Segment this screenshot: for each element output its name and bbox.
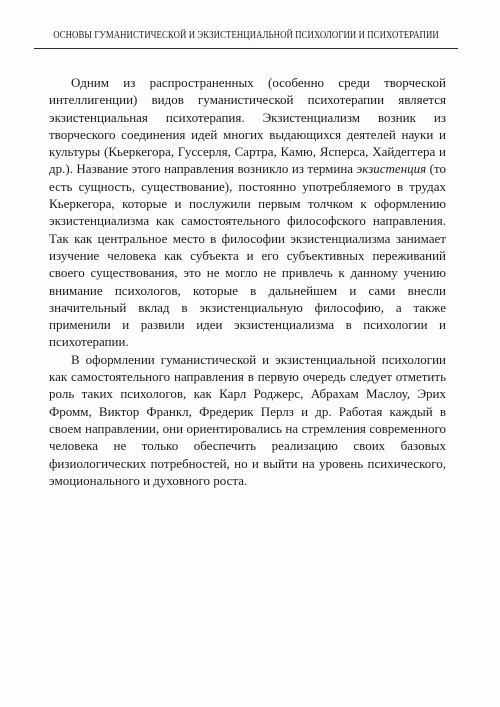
paragraph-1 (49, 74, 446, 351)
header-rule (34, 48, 458, 49)
paragraph-1-text-start: Одним из распространенных (особенно среди творческой интеллигенции) видов гуманистической психотерапии является экзистенциальная психотерапия. Экзистенциализм возник из творческого соединения идей многих выдающихся деятелей науки и культуры (Кьеркегора, Гуссерля, Сартра, Камю, Ясперса, Хайдеггера и др.). Название этого направления возникло из термина (49, 75, 446, 177)
running-head: ОСНОВЫ ГУМАНИСТИЧЕСКОЙ И ЭКЗИСТЕНЦИАЛЬНОЙ ПСИХОЛОГИИ И ПСИХОТЕРАПИИ (53, 30, 439, 41)
term-existence: экзистенция (356, 161, 427, 177)
body-text (49, 74, 446, 489)
paragraph-1-text-end: (то есть сущность, существование), постоянно употребляемого в трудах Кьеркегора, которые и послужили первым толчком к оформлению экзистенциализма как самостоятельного философского направления. Так как центральное место в философии экзистенциализма занимает изучение человека как субъекта и его субъективных переживаний своего существования, это не могло не привлечь к данному учению внимание психологов, которые в дальнейшем и сами внесли значительный вклад в экзистенциальную философию, а также применили и развили идеи экзистенциализма в психологии и психотерапии. (49, 161, 446, 350)
paragraph-2: В оформлении гуманистической и экзистенциальной психологии как самостоятельного направления в первую очередь следует отметить роль таких психологов, как Карл Роджерс, Абрахам Маслоу, Эрих Фромм, Виктор Франкл, Фредерик Перлз и др. Работая каждый в своем направлении, они ориентировались на стремления современного человека не только обеспечить реализацию своих базовых физиологических потребностей, но и выйти на уровень психического, эмоционального и духовного роста. (49, 351, 446, 488)
